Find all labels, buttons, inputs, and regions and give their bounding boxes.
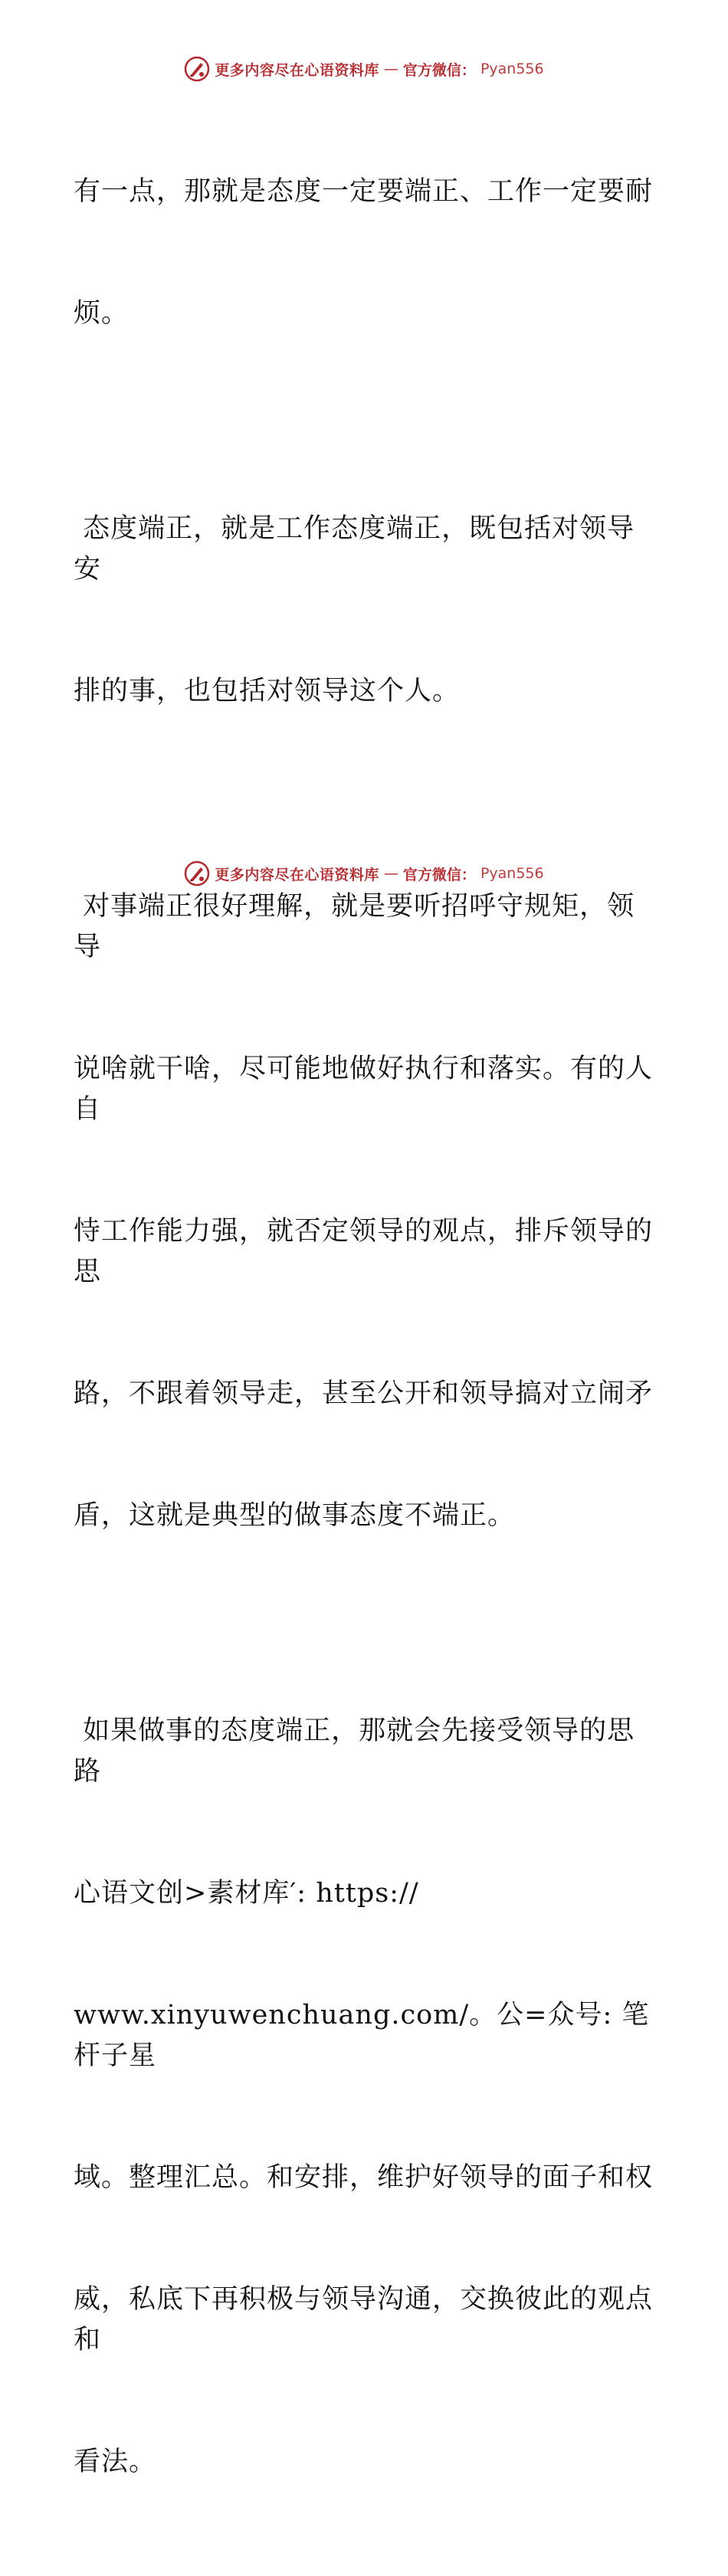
- banner-official-label: 官方微信：: [402, 866, 476, 883]
- text-line: 如果做事的态度端正，那就会先接受领导的思路: [74, 1716, 635, 1787]
- paragraph-1: [74, 90, 656, 415]
- banner-dash: —: [383, 61, 398, 77]
- paragraph-3: [74, 805, 656, 1617]
- text-line: 路，不跟着领导走，甚至公开和领导搞对立闹矛: [74, 1378, 654, 1409]
- text-line: 烦。: [74, 298, 130, 329]
- text-line: 威，私底下再积极与领导沟通，交换彼此的观点和: [74, 2284, 654, 2355]
- footer-banner: [0, 858, 728, 889]
- paragraph-4: [74, 1630, 656, 2564]
- text-line: 有一点，那就是态度一定要端正、工作一定要耐: [74, 176, 654, 207]
- text-line: 态度端正，就是工作态度端正，既包括对领导安: [74, 513, 635, 585]
- text-line: 盾，这就是典型的做事态度不端正。: [74, 1500, 516, 1531]
- paragraph-2: [74, 428, 656, 793]
- document-body: [74, 90, 656, 2576]
- banner-dash: —: [383, 865, 398, 882]
- quill-seal-icon: [184, 860, 210, 887]
- banner-brand-text: 更多内容尽在心语资料库: [215, 61, 379, 79]
- text-line: 心语文创>素材库′: https://: [74, 1878, 419, 1909]
- quill-seal-icon: [184, 56, 210, 82]
- banner-official-label: 官方微信：: [402, 61, 476, 79]
- header-banner: [0, 54, 728, 84]
- banner-brand-text: 更多内容尽在心语资料库: [215, 866, 379, 883]
- text-line: www.xinyuwenchuang.com/。公=众号: 笔杆子星: [74, 2000, 650, 2071]
- banner-wechat-id: Pyan556: [480, 61, 544, 77]
- text-line: 对事端正很好理解，就是要听招呼守规矩，领导: [74, 891, 635, 962]
- text-line: 恃工作能力强，就否定领导的观点，排斥领导的思: [74, 1216, 654, 1287]
- text-line: 说啥就干啥，尽可能地做好执行和落实。有的人自: [74, 1054, 654, 1125]
- text-line: 看法。: [74, 2447, 157, 2477]
- text-line: 域。整理汇总。和安排，维护好领导的面子和权: [74, 2162, 654, 2193]
- text-line: 排的事，也包括对领导这个人。: [74, 676, 461, 706]
- banner-wechat-id: Pyan556: [480, 865, 544, 882]
